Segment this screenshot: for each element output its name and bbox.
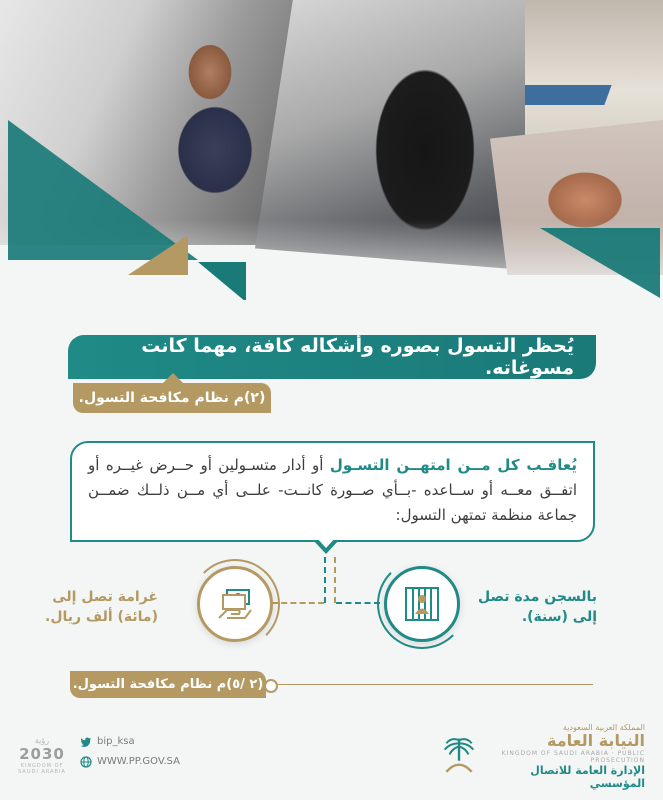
penalty-statement-box xyxy=(70,441,595,542)
social-links xyxy=(80,732,180,772)
connector-line xyxy=(336,602,380,604)
twitter-icon xyxy=(80,736,92,748)
fine-penalty-line1: غرامة تصل إلى xyxy=(52,589,158,605)
org-english-name: KINGDOM OF SAUDI ARABIA · PUBLIC PROSECUTION xyxy=(501,749,645,764)
jail-penalty-line2: إلى (سنة). xyxy=(521,609,597,625)
decorative-triangle xyxy=(128,235,188,275)
decorative-triangle xyxy=(540,228,660,298)
article-reference-1 xyxy=(73,383,271,413)
prohibition-banner xyxy=(68,335,596,379)
vision-year: 2030 xyxy=(19,745,65,763)
palm-swords-emblem-icon xyxy=(440,728,478,784)
jail-penalty-text xyxy=(477,587,597,627)
fine-penalty-line2: (مائة) ألف ريال. xyxy=(45,609,158,625)
vision-subtitle: KINGDOM OF SAUDI ARABIA xyxy=(18,763,66,775)
org-country: المملكة العربية السعودية xyxy=(562,722,645,732)
penalty-statement-highlight: يُعاقـب كل مــن امتهــن التسـول xyxy=(329,456,577,474)
fine-penalty-text xyxy=(38,587,158,627)
org-name: النيابة العامة xyxy=(547,730,645,750)
photo-collage xyxy=(0,0,663,300)
jail-penalty-line1: بالسجن مدة تصل xyxy=(477,589,597,605)
article-reference-text: (٢ /٥)م نظام مكافحة التسول. xyxy=(72,677,264,692)
jail-penalty-circle xyxy=(384,566,460,642)
website-url: WWW.PP.GOV.SA xyxy=(97,756,180,767)
twitter-handle: bip_ksa xyxy=(97,736,135,747)
twitter-link[interactable] xyxy=(80,732,180,752)
fine-penalty-circle xyxy=(197,566,273,642)
globe-icon xyxy=(80,756,92,768)
money-fine-icon xyxy=(215,584,255,624)
website-link[interactable] xyxy=(80,752,180,772)
article-reference-2 xyxy=(70,671,266,698)
org-department: الإدارة العامة للاتصال المؤسسي xyxy=(530,763,645,790)
public-prosecution-logo xyxy=(440,722,645,790)
prohibition-text: يُحظر التسول بصوره وأشكاله كافة، مهما كانت مسوغاته. xyxy=(141,335,574,379)
connector-line xyxy=(324,557,326,603)
decorative-triangle xyxy=(198,262,246,300)
org-name-block xyxy=(486,723,645,790)
article-reference-text: (٢)م نظام مكافحة التسول. xyxy=(78,390,266,406)
speech-pointer xyxy=(313,540,339,554)
connector-line xyxy=(334,557,336,603)
penalty-statement-body: أو أدار متسـولين أو حــرض غيــره أو اتفــق معــه أو ســاعده -بــأي صــورة كانــت- علــى أي مــن ذلــك ضمــن جماعة منظمة تمتهن التسول: xyxy=(88,456,577,524)
vision-arabic: رؤية xyxy=(34,736,50,745)
vision-2030-logo xyxy=(14,736,70,780)
prison-bars-icon xyxy=(402,584,442,624)
